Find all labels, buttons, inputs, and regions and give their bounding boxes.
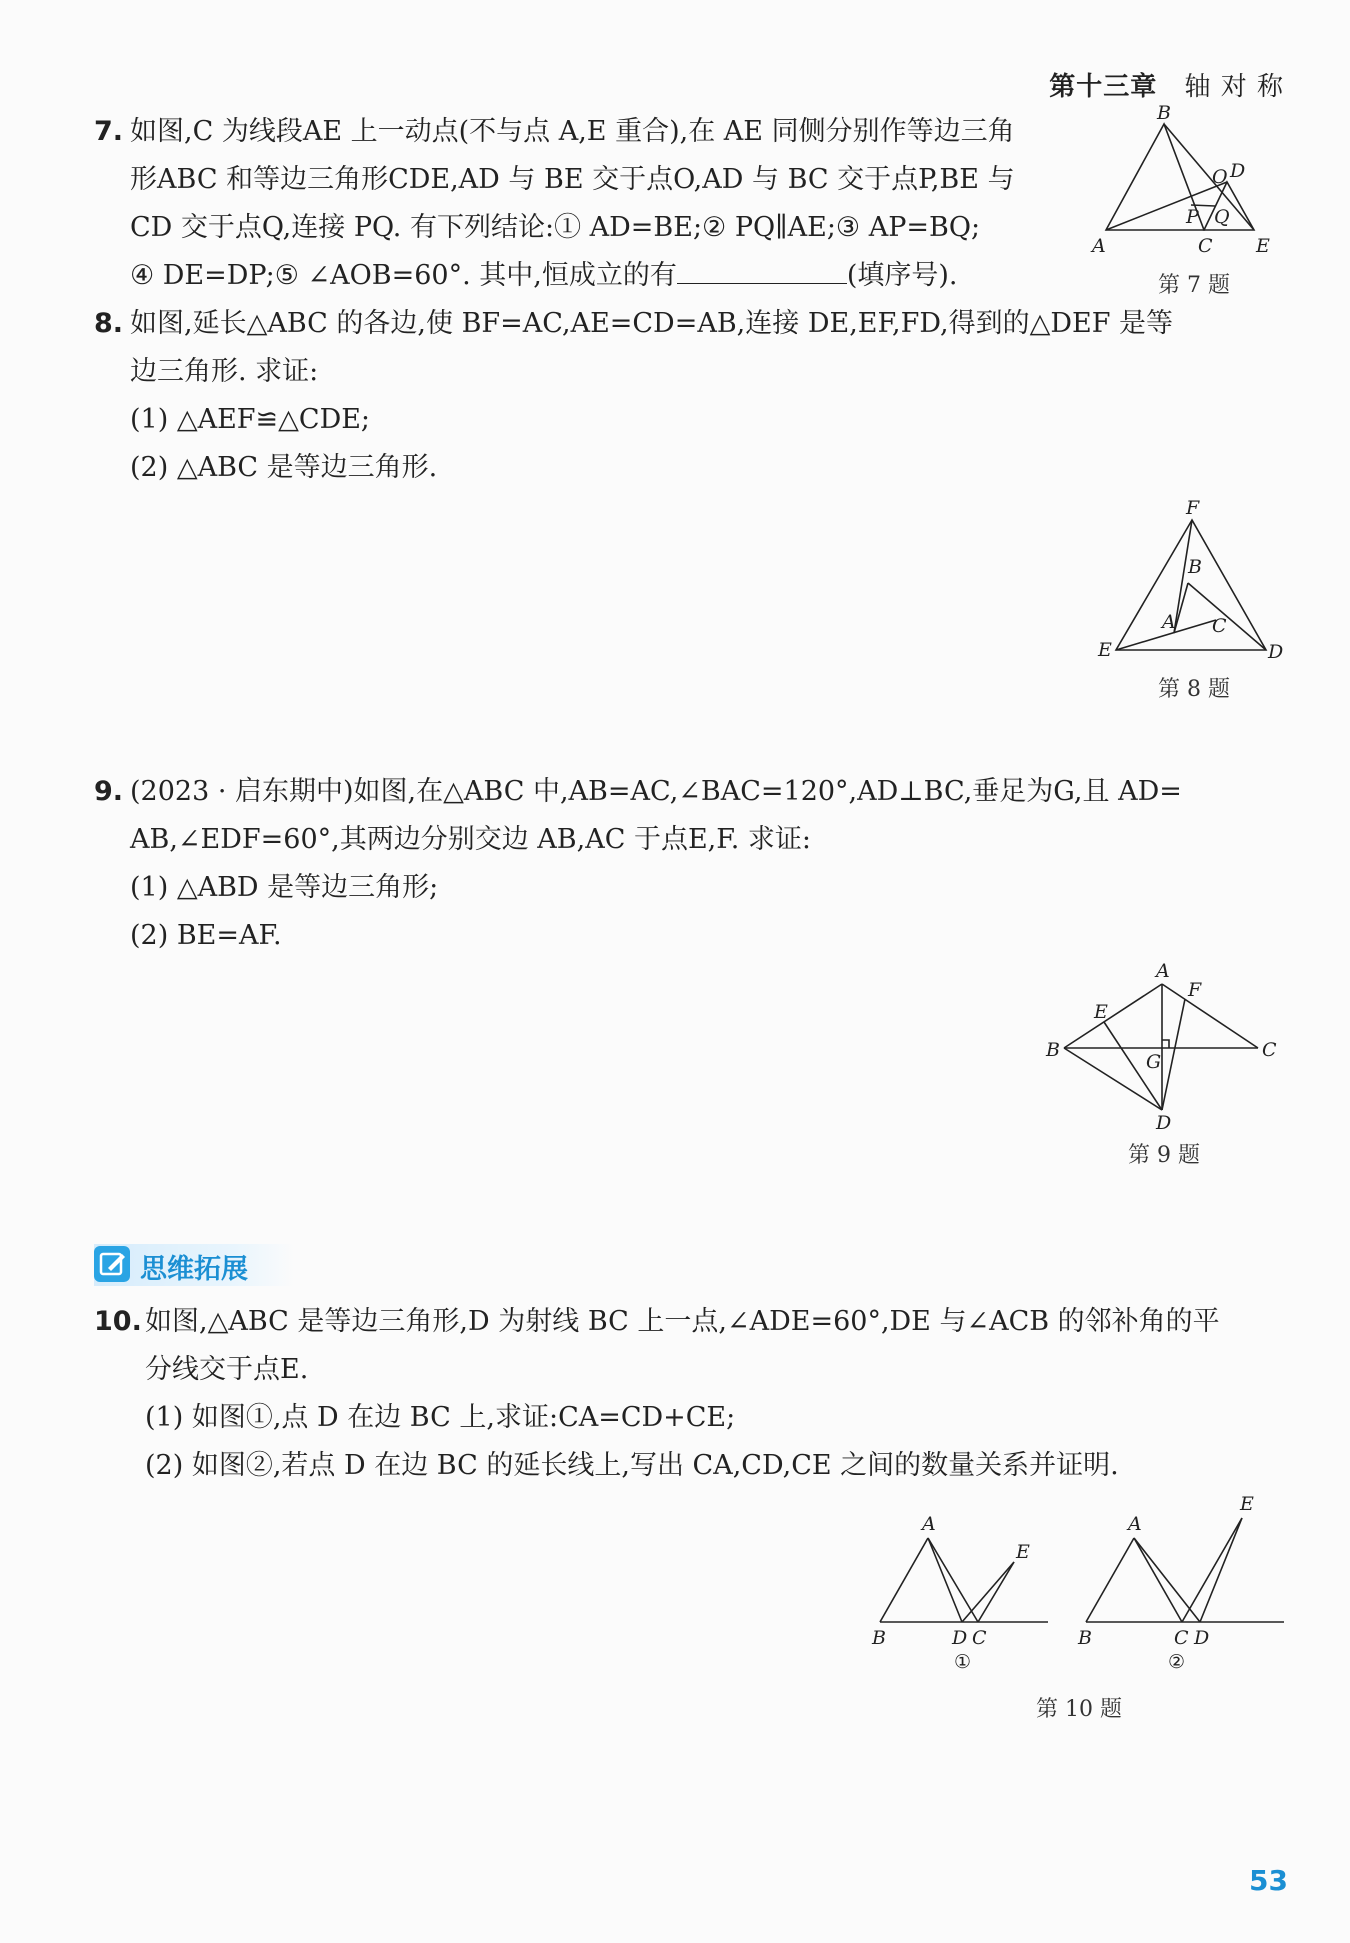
q7-label-a: A (1092, 235, 1106, 257)
q8-label-e: E (1098, 639, 1112, 661)
q10-f1-segment-ad (928, 1538, 962, 1622)
q7-label-b: B (1157, 102, 1171, 124)
q9-segment-ba (1064, 984, 1162, 1048)
q9-label-e: E (1094, 1001, 1108, 1023)
q10-f1-label-a: A (922, 1513, 936, 1535)
q9-number: 9. (94, 776, 124, 807)
q8-label-f: F (1186, 497, 1200, 519)
q10-f1-segment-ce (978, 1562, 1014, 1622)
pencil-square-icon (94, 1246, 130, 1282)
section-title: 思维拓展 (140, 1254, 248, 1285)
q10-f1-label-c: C (972, 1627, 987, 1649)
answer-blank[interactable] (677, 261, 847, 284)
q10-f1-label-b: B (872, 1627, 886, 1649)
q7-line-4-text: ④ DE=DP;⑤ ∠AOB=60°. 其中,恒成立的有 (130, 260, 677, 291)
q9-label-c: C (1262, 1039, 1277, 1061)
q10-f2-label-e: E (1240, 1493, 1254, 1515)
q8-label-c: C (1212, 615, 1227, 637)
page-number: 53 (1249, 1864, 1288, 1897)
q10-f1-segment-ab (880, 1538, 928, 1622)
q10-f2-label-c: C (1174, 1627, 1189, 1649)
q9-label-f: F (1188, 979, 1202, 1001)
q9-line-1: (2023 · 启东期中)如图,在△ABC 中,AB=AC,∠BAC=120°,AD⊥BC,垂足为G,且 AD= (130, 776, 1182, 807)
q8-number: 8. (94, 308, 124, 339)
q8-line-4: (2) △ABC 是等边三角形. (130, 452, 438, 483)
q9-label-d: D (1156, 1112, 1172, 1134)
chapter-topic: 轴 对 称 (1184, 72, 1284, 102)
q10-line-4: (2) 如图②,若点 D 在边 BC 的延长线上,写出 CA,CD,CE 之间的数量关系并证明. (145, 1450, 1119, 1481)
q7-label-p: P (1186, 206, 1199, 228)
q8-label-a: A (1162, 611, 1176, 633)
q9-label-b: B (1046, 1039, 1060, 1061)
q7-number: 7. (94, 116, 124, 147)
chapter-number: 第十三章 (1049, 72, 1158, 102)
q7-line-4-tail: (填序号). (846, 260, 958, 291)
q8-caption: 第 8 题 (1158, 677, 1230, 702)
q10-caption: 第 10 题 (1036, 1697, 1122, 1722)
q8-line-1: 如图,延长△ABC 的各边,使 BF=AC,AE=CD=AB,连接 DE,EF,FD,得到的△DEF 是等 (130, 308, 1174, 339)
q10-f2-number: ② (1168, 1651, 1186, 1673)
q7-label-q: Q (1214, 206, 1230, 228)
q7-label-d: D (1230, 160, 1246, 182)
chapter-header (1049, 66, 1284, 103)
q9-label-a: A (1156, 960, 1170, 982)
q9-segment-fd (1162, 999, 1185, 1110)
q10-line-2: 分线交于点E. (145, 1354, 309, 1385)
section-banner (94, 1244, 294, 1286)
q10-f2-label-a: A (1128, 1513, 1142, 1535)
q7-label-c: C (1198, 235, 1213, 257)
q9-label-g: G (1146, 1051, 1162, 1073)
q10-f2-segment-ab (1086, 1538, 1134, 1622)
q10-f2-segment-ac (1134, 1538, 1182, 1622)
q8-segment-db (1188, 583, 1266, 650)
q10-figure-2 (1070, 1490, 1290, 1685)
q9-figure (1038, 962, 1288, 1132)
q7-caption: 第 7 题 (1158, 273, 1230, 298)
q8-label-d: D (1268, 641, 1284, 663)
q7-line-1: 如图,C 为线段AE 上一动点(不与点 A,E 重合),在 AE 同侧分别作等边三角 (130, 116, 1015, 147)
q9-line-4: (2) BE=AF. (130, 920, 282, 951)
q10-line-3: (1) 如图①,点 D 在边 BC 上,求证:CA=CD+CE; (145, 1402, 736, 1433)
q9-right-angle-mark (1162, 1040, 1169, 1048)
q10-f1-segment-de (962, 1562, 1014, 1622)
q8-label-b: B (1188, 556, 1202, 578)
q7-line-4 (130, 258, 958, 294)
q10-f2-segment-de (1200, 1518, 1242, 1622)
q8-line-3: (1) △AEF≌△CDE; (130, 404, 371, 435)
q9-line-3: (1) △ABD 是等边三角形; (130, 872, 439, 903)
q8-line-2: 边三角形. 求证: (130, 356, 319, 387)
q7-label-e: E (1256, 235, 1270, 257)
q10-f2-label-d: D (1194, 1627, 1210, 1649)
q10-f2-segment-ce (1182, 1518, 1242, 1622)
q10-figure-1 (866, 1510, 1056, 1685)
q10-f1-segment-ac (928, 1538, 978, 1622)
q10-f1-label-d: D (952, 1627, 968, 1649)
q7-label-o: O (1212, 166, 1228, 188)
q10-number: 10. (94, 1306, 142, 1337)
q7-line-3: CD 交于点Q,连接 PQ. 有下列结论:① AD=BE;② PQ∥AE;③ AP=BQ; (130, 212, 981, 243)
q10-line-1: 如图,△ABC 是等边三角形,D 为射线 BC 上一点,∠ADE=60°,DE 与∠ACB 的邻补角的平 (145, 1306, 1220, 1337)
q9-line-2: AB,∠EDF=60°,其两边分别交边 AB,AC 于点E,F. 求证: (130, 824, 812, 855)
q10-f2-label-b: B (1078, 1627, 1092, 1649)
q8-figure (1098, 498, 1288, 668)
q7-line-2: 形ABC 和等边三角形CDE,AD 与 BE 交于点O,AD 与 BC 交于点P,BE 与 (130, 164, 1015, 195)
q10-f1-number: ① (954, 1651, 972, 1673)
q10-f1-label-e: E (1016, 1541, 1030, 1563)
q9-caption: 第 9 题 (1128, 1143, 1200, 1168)
q7-figure (1090, 102, 1290, 260)
